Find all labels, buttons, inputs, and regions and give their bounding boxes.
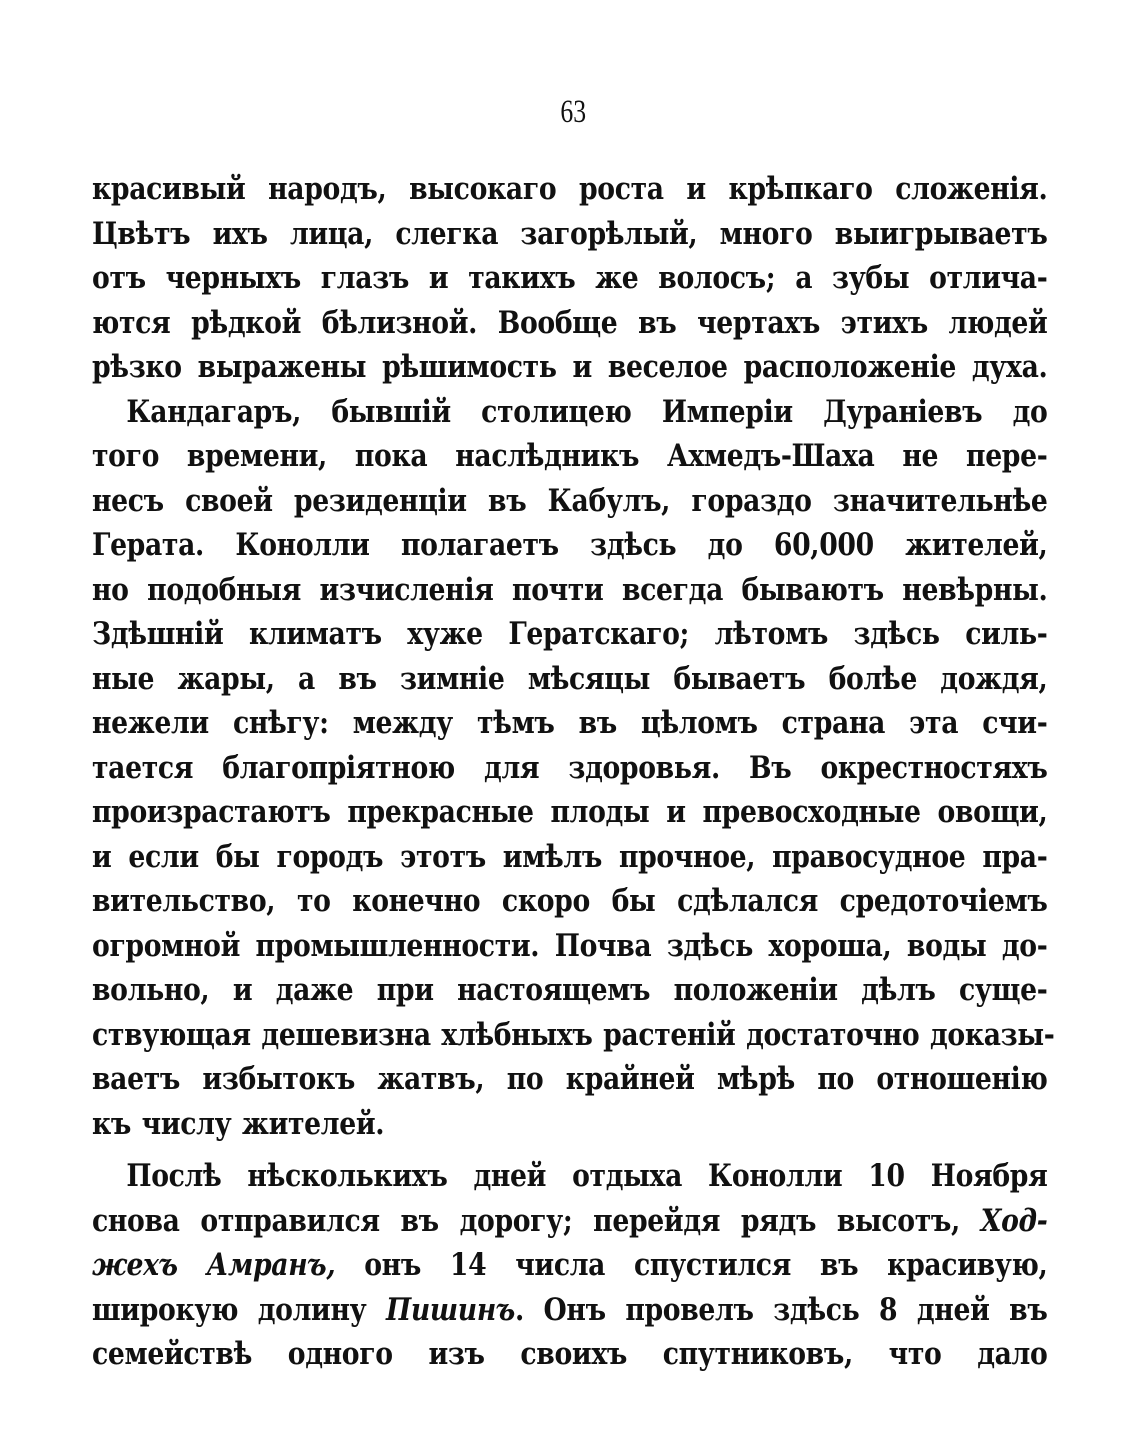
text-run: . Онъ провелъ здѣсь 8 дней въ <box>514 1291 1048 1328</box>
text-line: рѣзко выражены рѣшимость и веселое расположеніе духа. <box>92 349 1048 385</box>
text-line: произрастаютъ прекрасные плоды и превосходные овощи, <box>92 794 1048 830</box>
text-run: широкую долину <box>92 1291 387 1328</box>
text-line: къ числу жителей. <box>92 1105 385 1142</box>
text-line: нежели снѣгу: между тѣмъ въ цѣломъ страна эта счи- <box>92 705 1048 741</box>
text-line: красивый народъ, высокаго роста и крѣпкаго сложенія. <box>92 171 1048 207</box>
text-line: ствующая дешевизна хлѣбныхъ растеній достаточно доказы- <box>92 1016 1055 1053</box>
page-number: 63 <box>560 94 587 130</box>
paragraph-gap <box>92 1146 1048 1154</box>
place-name-italic: Ход- <box>980 1202 1048 1239</box>
text-line <box>92 1199 1047 1244</box>
text-line: вительство, то конечно скоро бы сдѣлался средоточіемъ <box>92 883 1048 919</box>
text-line: ваетъ избытокъ жатвъ, по крайней мѣрѣ по отношенію <box>92 1061 1048 1097</box>
text-line: Герата. Конолли полагаетъ здѣсь до 60,000 жителей, <box>92 527 1048 563</box>
text-line: и если бы городъ этотъ имѣлъ прочное, правосудное пра- <box>92 838 1048 875</box>
text-line: ются рѣдкой бѣлизной. Вообще въ чертахъ этихъ людей <box>92 304 1048 341</box>
paragraph-3 <box>92 1154 1048 1377</box>
text-line <box>92 1288 1047 1333</box>
text-line: Послѣ нѣсколькихъ дней отдыха Конолли 10 Ноября <box>126 1158 1048 1194</box>
body-text <box>92 167 1055 1377</box>
text-line <box>92 1243 1047 1288</box>
paragraph-2 <box>92 390 1055 1147</box>
text-line: семействѣ одного изъ своихъ спутниковъ, что дало <box>92 1336 1048 1372</box>
place-name-italic: жехъ Амранъ, <box>92 1247 336 1283</box>
paragraph-1 <box>92 167 1048 390</box>
text-line: несъ своей резиденціи въ Кабулъ, гораздо значительнѣе <box>92 482 1048 519</box>
text-line: тается благопріятною для здоровья. Въ окрестностяхъ <box>92 749 1048 786</box>
text-line: того времени, пока наслѣдникъ Ахмедъ-Шаха не пере- <box>92 438 1048 474</box>
text-line: отъ черныхъ глазъ и такихъ же волосъ; а зубы отлича- <box>92 260 1048 296</box>
text-line: Здѣшній климатъ хуже Гератскаго; лѣтомъ здѣсь силь- <box>92 616 1048 652</box>
place-name-italic: Пишинъ <box>386 1291 515 1328</box>
text-line: Цвѣтъ ихъ лица, слегка загорѣлый, много выигрываетъ <box>92 215 1048 252</box>
text-line: Кандагаръ, бывшій столицею Имперіи Дураніевъ до <box>126 393 1048 430</box>
text-run: снова отправился въ дорогу; перейдя рядъ высотъ, <box>92 1202 981 1239</box>
text-line: вольно, и даже при настоящемъ положеніи дѣлъ суще- <box>92 972 1048 1008</box>
text-line: но подобныя изчисленія почти всегда бываютъ невѣрны. <box>92 571 1048 608</box>
text-line: ные жары, а въ зимніе мѣсяцы бываетъ болѣе дождя, <box>92 660 1048 697</box>
text-line: огромной промышленности. Почва здѣсь хороша, воды до- <box>92 927 1048 964</box>
text-run: онъ 14 числа спустился въ красивую, <box>335 1247 1048 1283</box>
